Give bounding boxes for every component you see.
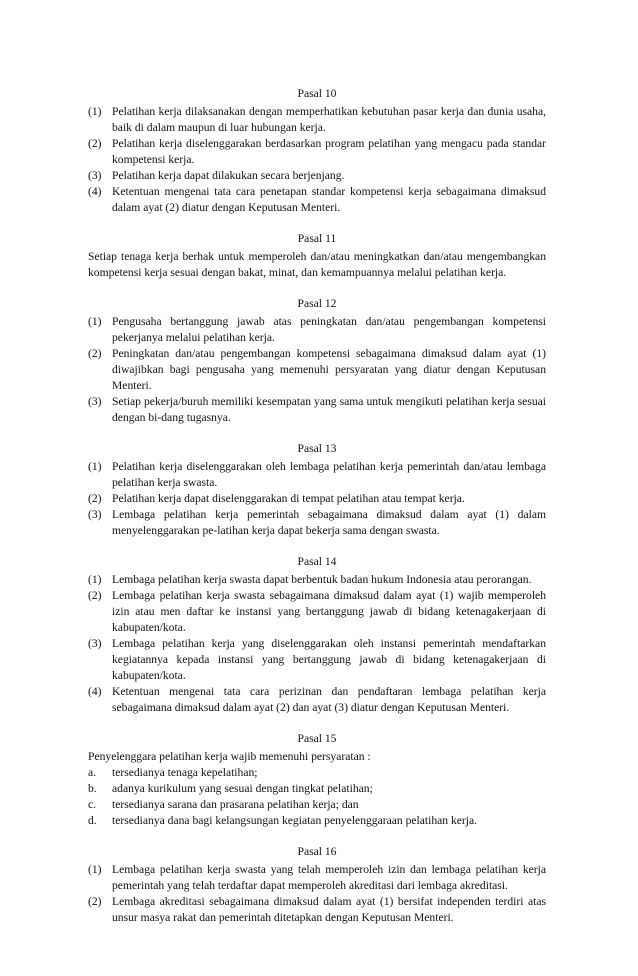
- pasal-12-title: Pasal 12: [297, 297, 337, 310]
- pasal-15-intro: Penyelenggara pelatihan kerja wajib memenuhi persyaratan :: [88, 750, 371, 763]
- pasal-15-item-c: [88, 797, 546, 813]
- item-text: adanya kurikulum yang sesuai dengan tingkat pelatihan;: [112, 782, 373, 795]
- item-number: (2): [88, 347, 102, 360]
- item-number: (4): [88, 685, 102, 698]
- pasal-12-item-3: [88, 394, 546, 426]
- item-text: tersedianya sarana dan prasarana pelatihan kerja; dan: [112, 798, 359, 811]
- item-number: (2): [88, 895, 102, 908]
- pasal-10-item-3: [88, 168, 546, 184]
- item-text: Pelatihan kerja diselenggarakan berdasarkan program pelatihan yang mengacu pada standar kompetensi kerja.: [112, 137, 546, 166]
- item-text: Pengusaha bertanggung jawab atas peningkatan dan/atau pengembangan kompetensi pekerjanya melalui pelatihan kerja.: [112, 315, 546, 344]
- item-text: Setiap pekerja/buruh memiliki kesempatan yang sama untuk mengikuti pelatihan kerja sesuai dengan bi-dang tugasnya.: [112, 395, 546, 424]
- pasal-14-title: Pasal 14: [297, 555, 337, 568]
- pasal-15-title: Pasal 15: [297, 732, 337, 745]
- item-text: Lembaga pelatihan kerja swasta yang telah memperoleh izin dan lembaga pelatihan kerja pemerintah yang telah terdaftar dapat memperoleh akreditasi dari lembaga akreditasi.: [112, 863, 546, 892]
- pasal-14: [88, 554, 546, 716]
- item-text: tersedianya dana bagi kelangsungan kegiatan penyelenggaraan pelatihan kerja.: [112, 814, 478, 827]
- pasal-13-item-2: [88, 491, 546, 507]
- pasal-14-item-3: [88, 636, 546, 684]
- item-text: Ketentuan mengenai tata cara penetapan standar kompetensi kerja sebagaimana dimaksud dalam ayat (2) diatur dengan Keputusan Menteri.: [112, 185, 546, 214]
- item-number: (2): [88, 589, 102, 602]
- pasal-16-title: Pasal 16: [297, 845, 337, 858]
- pasal-10-item-1: [88, 104, 546, 136]
- item-text: Peningkatan dan/atau pengembangan kompetensi sebagaimana dimaksud dalam ayat (1) diwajibkan bagi pengusaha yang memenuhi persyaratan yang diatur dengan Keputusan Menteri.: [112, 347, 546, 392]
- document-page: [88, 86, 546, 941]
- item-number: (2): [88, 137, 102, 150]
- pasal-11-title: Pasal 11: [297, 232, 337, 245]
- item-number: (1): [88, 863, 102, 876]
- item-number: (3): [88, 637, 102, 650]
- item-letter: d.: [88, 814, 97, 827]
- pasal-15-item-d: [88, 813, 546, 829]
- pasal-14-item-1: [88, 572, 546, 588]
- item-letter: b.: [88, 782, 97, 795]
- pasal-16: [88, 844, 546, 926]
- pasal-10-title: Pasal 10: [297, 87, 337, 100]
- item-text: Lembaga pelatihan kerja swasta dapat berbentuk badan hukum Indonesia atau perorangan.: [112, 573, 532, 586]
- item-number: (1): [88, 315, 102, 328]
- pasal-13-item-3: [88, 507, 546, 539]
- item-number: (3): [88, 169, 102, 182]
- item-letter: c.: [88, 798, 97, 811]
- item-number: (3): [88, 395, 102, 408]
- item-text: Lembaga akreditasi sebagaimana dimaksud dalam ayat (1) bersifat independen terdiri atas unsur masya rakat dan pemerintah ditetapkan dengan Keputusan Menteri.: [112, 895, 546, 924]
- item-text: Pelatihan kerja dapat diselenggarakan di tempat pelatihan atau tempat kerja.: [112, 492, 465, 505]
- item-number: (1): [88, 573, 102, 586]
- item-number: (4): [88, 185, 102, 198]
- pasal-14-item-4: [88, 684, 546, 716]
- item-number: (3): [88, 508, 102, 521]
- pasal-11-text: Setiap tenaga kerja berhak untuk memperoleh dan/atau meningkatkan dan/atau mengembangkan kompetensi kerja sesuai dengan bakat, minat, dan kemampuannya melalui pelatihan kerja.: [88, 250, 546, 279]
- pasal-10-item-4: [88, 184, 546, 216]
- pasal-10-item-2: [88, 136, 546, 168]
- item-text: Lembaga pelatihan kerja yang diselenggarakan oleh instansi pemerintah mendaftarkan kegiatannya kepada instansi yang bertanggung jawab di bidang ketenagakerjaan di kabupaten/kota.: [112, 637, 546, 682]
- pasal-14-item-2: [88, 588, 546, 636]
- item-text: Lembaga pelatihan kerja swasta sebagaimana dimaksud dalam ayat (1) wajib memperoleh izin atau men daftar ke instansi yang bertanggung jawab di bidang ketenagakerjaan di kabupaten/kota.: [112, 589, 546, 634]
- pasal-16-item-2: [88, 894, 546, 926]
- pasal-15-item-b: [88, 781, 546, 797]
- item-text: Pelatihan kerja dapat dilakukan secara berjenjang.: [112, 169, 345, 182]
- item-number: (2): [88, 492, 102, 505]
- pasal-13-item-1: [88, 459, 546, 491]
- item-text: Lembaga pelatihan kerja pemerintah sebagaimana dimaksud dalam ayat (1) dalam menyelenggarakan pe-latihan kerja dapat bekerja sama dengan swasta.: [112, 508, 546, 537]
- item-text: Ketentuan mengenai tata cara perizinan dan pendaftaran lembaga pelatihan kerja sebagaimana dimaksud dalam ayat (2) dan ayat (3) diatur dengan Keputusan Menteri.: [112, 685, 546, 714]
- pasal-12-item-2: [88, 346, 546, 394]
- item-number: (1): [88, 460, 102, 473]
- pasal-13-title: Pasal 13: [297, 442, 337, 455]
- pasal-15-item-a: [88, 765, 546, 781]
- item-text: Pelatihan kerja diselenggarakan oleh lembaga pelatihan kerja pemerintah dan/atau lembaga pelatihan kerja swasta.: [112, 460, 546, 489]
- pasal-16-item-1: [88, 862, 546, 894]
- pasal-12: [88, 296, 546, 426]
- pasal-15: [88, 731, 546, 829]
- pasal-10: [88, 86, 546, 216]
- pasal-13: [88, 441, 546, 539]
- item-text: Pelatihan kerja dilaksanakan dengan memperhatikan kebutuhan pasar kerja dan dunia usaha, baik di dalam maupun di luar hubungan kerja.: [112, 105, 546, 134]
- item-text: tersedianya tenaga kepelatihan;: [112, 766, 258, 779]
- item-letter: a.: [88, 766, 97, 779]
- pasal-12-item-1: [88, 314, 546, 346]
- pasal-11: [88, 231, 546, 281]
- item-number: (1): [88, 105, 102, 118]
